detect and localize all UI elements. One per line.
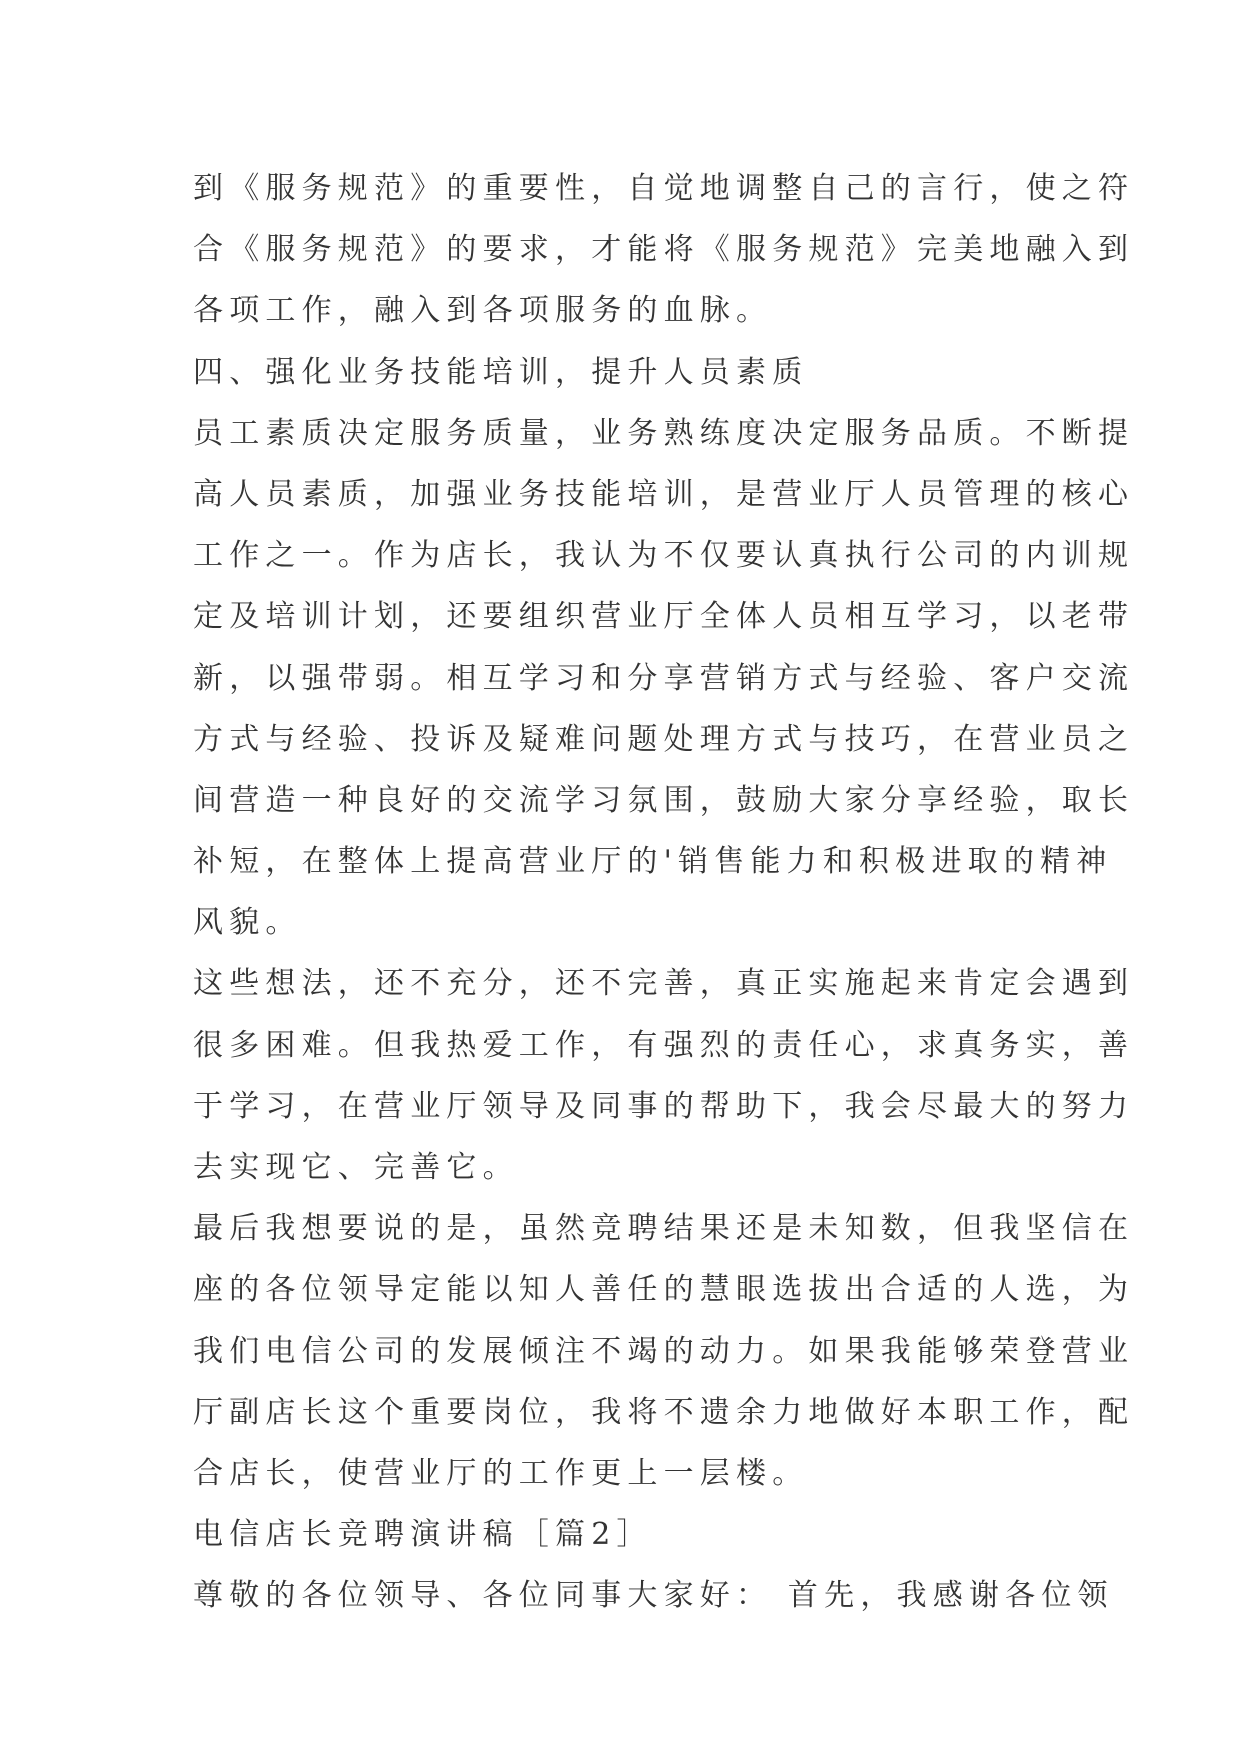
text-line: 合《服务规范》的要求，才能将《服务规范》完美地融入到: [193, 232, 1135, 268]
text-line: 厅副店长这个重要岗位，我将不遗余力地做好本职工作，配: [193, 1394, 1135, 1430]
section-heading: 四、强化业务技能培训，提升人员素质: [193, 354, 809, 390]
text-line: 方式与经验、投诉及疑难问题处理方式与技巧，在营业员之: [193, 721, 1135, 757]
text-line: 风貌。: [193, 905, 302, 941]
text-line: 员工素质决定服务质量，业务熟练度决定服务品质。不断提: [193, 415, 1135, 451]
text-line: 新，以强带弱。相互学习和分享营销方式与经验、客户交流: [193, 660, 1135, 696]
text-line: 高人员素质，加强业务技能培训，是营业厅人员管理的核心: [193, 476, 1135, 512]
text-line: 于学习，在营业厅领导及同事的帮助下，我会尽最大的努力: [193, 1088, 1135, 1124]
text-line: 座的各位领导定能以知人善任的慧眼选拔出合适的人选，为: [193, 1272, 1135, 1308]
text-line: 这些想法，还不充分，还不完善，真正实施起来肯定会遇到: [193, 966, 1135, 1002]
text-line: 合店长，使营业厅的工作更上一层楼。: [193, 1455, 809, 1491]
text-line: 最后我想要说的是，虽然竞聘结果还是未知数，但我坚信在: [193, 1211, 1135, 1247]
article-title: 电信店长竞聘演讲稿［篇2］: [193, 1517, 653, 1553]
text-line: 工作之一。作为店长，我认为不仅要认真执行公司的内训规: [193, 538, 1135, 574]
text-line: 我们电信公司的发展倾注不竭的动力。如果我能够荣登营业: [193, 1333, 1135, 1369]
text-line: 尊敬的各位领导、各位同事大家好： 首先，我感谢各位领: [193, 1578, 1114, 1614]
text-line: 去实现它、完善它。: [193, 1150, 519, 1185]
document-body: [193, 158, 1135, 1627]
text-line: 很多困难。但我热爱工作，有强烈的责任心，求真务实，善: [193, 1027, 1135, 1063]
text-line: 各项工作，融入到各项服务的血脉。: [193, 293, 773, 329]
text-line: 到《服务规范》的重要性，自觉地调整自己的言行，使之符: [193, 171, 1135, 206]
text-line: 定及培训计划，还要组织营业厅全体人员相互学习，以老带: [193, 599, 1135, 635]
text-line: 补短，在整体上提高营业厅的'销售能力和积极进取的精神: [193, 844, 1113, 880]
text-line: 间营造一种良好的交流学习氛围，鼓励大家分享经验，取长: [193, 782, 1135, 818]
